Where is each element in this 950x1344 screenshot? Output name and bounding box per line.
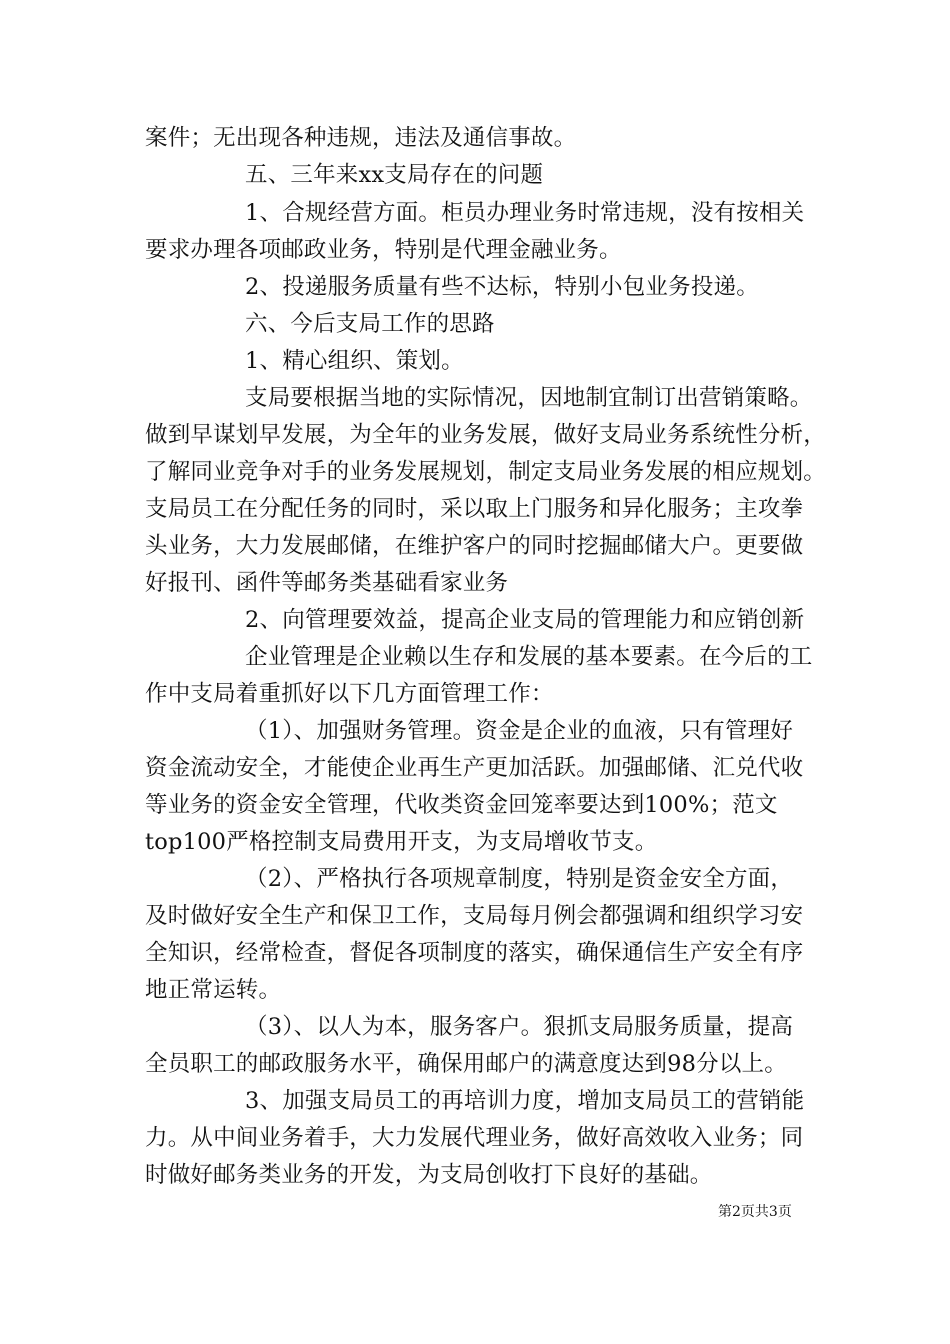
text-line: 等业务的资金安全管理，代收类资金回笼率要达到100%；范文 <box>145 792 778 818</box>
text-line: 了解同业竞争对手的业务发展规划，制定支局业务发展的相应规划。 <box>145 459 827 485</box>
text-line: 支局员工在分配任务的同时，采以取上门服务和异化服务；主攻拳 <box>145 496 804 522</box>
text-line: 好报刊、函件等邮务类基础看家业务 <box>145 570 509 596</box>
text-line: 要求办理各项邮政业务，特别是代理金融业务。 <box>145 237 622 263</box>
text-line: top100严格控制支局费用开支，为支局增收节支。 <box>145 829 658 855</box>
text-line: 1、精心组织、策划。 <box>245 348 464 374</box>
text-line: 2、投递服务质量有些不达标，特别小包业务投递。 <box>245 274 759 300</box>
text-line: （3）、以人为本，服务客户。狠抓支局服务质量，提高 <box>245 1014 794 1040</box>
text-line: （1）、加强财务管理。资金是企业的血液，只有管理好 <box>245 718 794 744</box>
text-line: （2）、严格执行各项规章制度，特别是资金安全方面， <box>245 866 794 892</box>
text-line: 力。从中间业务着手，大力发展代理业务，做好高效收入业务；同 <box>145 1125 804 1151</box>
text-line: 全员职工的邮政服务水平，确保用邮户的满意度达到98分以上。 <box>145 1051 787 1077</box>
section-heading: 五、三年来xx支局存在的问题 <box>245 162 544 188</box>
text-line: 支局要根据当地的实际情况，因地制宜制订出营销策略。 <box>245 385 813 411</box>
text-line: 案件；无出现各种违规，违法及通信事故。 <box>145 125 577 151</box>
text-line: 时做好邮务类业务的开发，为支局创收打下良好的基础。 <box>145 1162 713 1188</box>
text-line: 2、向管理要效益，提高企业支局的管理能力和应销创新 <box>245 607 805 633</box>
text-line: 企业管理是企业赖以生存和发展的基本要素。在今后的工 <box>245 644 813 670</box>
text-line: 地正常运转。 <box>145 977 282 1003</box>
text-line: 作中支局着重抓好以下几方面管理工作： <box>145 681 554 707</box>
text-line: 头业务，大力发展邮储，在维护客户的同时挖掘邮储大户。更要做 <box>145 533 804 559</box>
section-heading: 六、今后支局工作的思路 <box>245 311 495 337</box>
text-line: 1、合规经营方面。柜员办理业务时常违规，没有按相关 <box>245 200 805 226</box>
text-line: 及时做好安全生产和保卫工作，支局每月例会都强调和组织学习安 <box>145 903 804 929</box>
text-line: 做到早谋划早发展，为全年的业务发展，做好支局业务系统性分析， <box>145 422 827 448</box>
text-line: 全知识，经常检查，督促各项制度的落实，确保通信生产安全有序 <box>145 940 804 966</box>
text-line: 3、加强支局员工的再培训力度，增加支局员工的营销能 <box>245 1088 805 1114</box>
text-line: 资金流动安全，才能使企业再生产更加活跃。加强邮储、汇兑代收 <box>145 755 804 781</box>
page-footer: 第2页共3页 <box>718 1204 792 1220</box>
